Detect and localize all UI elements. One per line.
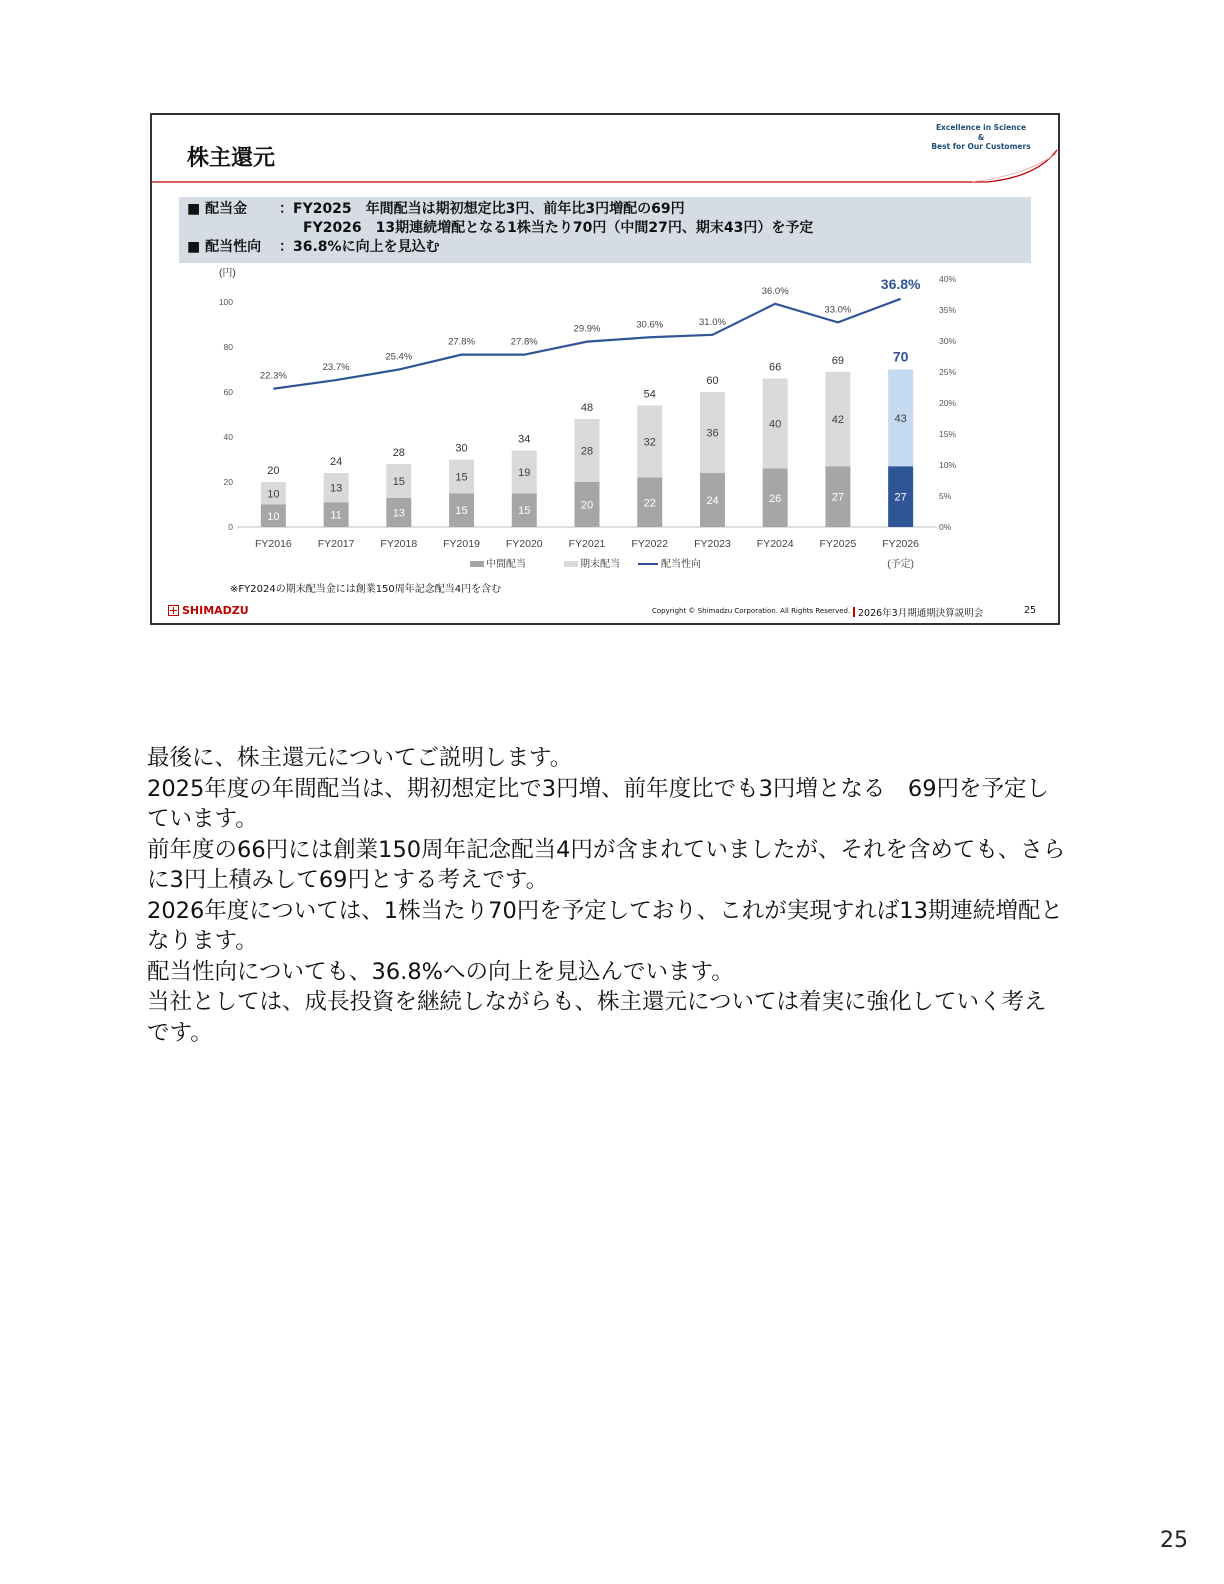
bar-total-label: 70 <box>892 348 909 365</box>
y2-tick-label: 25% <box>939 367 957 377</box>
y-tick-label: 100 <box>218 297 233 307</box>
bar-interim-label: 11 <box>330 509 342 522</box>
bar-total-label: 48 <box>580 402 594 414</box>
commentary-text <box>147 743 1067 1048</box>
y-tick-label: 20 <box>223 477 233 487</box>
y-tick-label: 60 <box>223 387 233 397</box>
y2-tick-label: 10% <box>939 460 957 470</box>
payout-ratio-label: 31.0% <box>698 316 726 328</box>
copyright-text: Copyright © Shimadzu Corporation. All Rights Reserved. <box>652 607 851 615</box>
commentary-paragraph: 2025年度の年間配当は、期初想定比で3円増、前年度比でも3円増となる 69円を予定しています。 <box>147 775 1050 832</box>
legend-label-year-end: 期末配当 <box>580 559 620 570</box>
bar-year-end-label: 36 <box>706 427 719 440</box>
y2-tick-label: 35% <box>939 305 957 315</box>
bar-interim-label: 13 <box>392 507 405 520</box>
bar-year-end-label: 10 <box>267 488 280 501</box>
company-logo <box>168 604 249 617</box>
summary-row1-label: ■ 配当金 <box>187 201 248 217</box>
logo-text: SHIMADZU <box>182 604 249 617</box>
summary-row3-text: ：36.8%に向上を見込む <box>279 239 440 255</box>
bar-interim-label: 27 <box>894 491 907 504</box>
bar-total-label: 34 <box>518 433 531 446</box>
x-tick-label: FY2023 <box>694 538 731 550</box>
y2-tick-label: 20% <box>939 398 957 408</box>
payout-ratio-label: 36.0% <box>761 285 789 297</box>
slide-number: 25 <box>1024 605 1037 616</box>
commentary-paragraph: 2026年度については、1株当たり70円を予定しており、これが実現すれば13期連続増配となります。 <box>147 897 1063 954</box>
summary-row2-text: FY2026 13期連続増配となる1株当たり70円（中間27円、期末43円）を予定 <box>303 220 814 236</box>
x-tick-label: FY2016 <box>254 538 292 550</box>
payout-ratio-label: 22.3% <box>259 370 287 382</box>
tagline-line2: & <box>977 132 985 142</box>
summary-row-fy2026 <box>303 219 813 238</box>
legend-swatch-year-end <box>564 561 578 567</box>
page-number: 25 <box>1160 1528 1188 1553</box>
x-tick-label: FY2024 <box>756 538 794 550</box>
bar-interim-label: 24 <box>706 495 719 507</box>
x-tick-label: FY2020 <box>505 538 543 550</box>
bar-total-label: 60 <box>706 375 719 387</box>
bar-year-end-label: 15 <box>455 471 468 484</box>
footer-divider <box>853 607 855 617</box>
bar-total-label: 28 <box>392 447 405 459</box>
bar-total-label: 30 <box>455 442 468 455</box>
payout-ratio-label: 36.8% <box>880 275 921 292</box>
bar-total-label: 54 <box>643 388 656 401</box>
summary-box <box>179 197 1031 263</box>
x-tick-label: FY2018 <box>380 538 418 550</box>
y-axis-unit: (円) <box>219 268 236 279</box>
presentation-slide <box>150 113 1060 625</box>
tagline-line3: Best for Our Customers <box>931 142 1031 151</box>
y2-tick-label: 0% <box>939 522 952 532</box>
x-tick-label: FY2025 <box>819 538 857 550</box>
bar-interim-label: 15 <box>455 505 468 518</box>
y-tick-label: 0 <box>228 522 233 532</box>
legend-label-payout: 配当性向 <box>661 559 701 570</box>
bar-year-end-label: 43 <box>894 412 907 425</box>
bar-interim-label: 26 <box>769 492 782 505</box>
x-tick-label: FY2019 <box>443 538 480 550</box>
y-tick-label: 80 <box>223 342 233 352</box>
y-tick-label: 40 <box>223 432 233 442</box>
bar-year-end-label: 28 <box>580 445 594 458</box>
bar-total-label: 66 <box>769 361 782 374</box>
bar-year-end-label: 40 <box>769 418 782 431</box>
bar-year-end-label: 32 <box>643 436 656 449</box>
bar-interim-label: 20 <box>580 499 594 512</box>
y2-tick-label: 15% <box>939 429 957 439</box>
summary-row-dividend <box>187 200 685 219</box>
bar-total-label: 24 <box>329 456 343 468</box>
x-tick-label: FY2026 <box>882 538 920 550</box>
bar-interim-label: 27 <box>831 491 845 504</box>
y2-tick-label: 30% <box>939 336 957 346</box>
payout-ratio-label: 27.8% <box>448 336 476 348</box>
payout-ratio-label: 25.4% <box>385 351 413 363</box>
event-name: 2026年3月期通期決算説明会 <box>858 608 984 619</box>
legend-label-interim: 中間配当 <box>486 559 526 570</box>
payout-ratio-label: 27.8% <box>510 336 538 348</box>
bar-interim-label: 15 <box>518 505 531 518</box>
bar-total-label: 69 <box>831 354 845 367</box>
commentary-paragraph: 前年度の66円には創業150周年記念配当4円が含まれていましたが、それを含めても、さらに3円上積みして69円とする考えです。 <box>147 836 1066 893</box>
y2-tick-label: 40% <box>939 274 957 284</box>
payout-ratio-label: 23.7% <box>322 362 350 374</box>
bar-year-end-label: 13 <box>329 482 343 495</box>
bar-year-end-label: 42 <box>831 414 845 426</box>
x-tick-sub-label: (予定) <box>887 559 914 570</box>
slide-title: 株主還元 <box>187 146 276 171</box>
dividend-chart <box>152 263 1060 578</box>
commentary-paragraph: 配当性向についても、36.8%への向上を見込んでいます。 <box>147 958 734 985</box>
summary-row-payout <box>187 238 440 257</box>
bar-year-end-label: 19 <box>518 466 531 479</box>
bar-interim-label: 22 <box>643 497 656 510</box>
summary-row3-label: ■ 配当性向 <box>187 239 262 255</box>
tagline-line1: Excellence in Science <box>935 123 1027 132</box>
x-tick-label: FY2022 <box>631 538 669 550</box>
legend-swatch-interim <box>470 561 484 567</box>
payout-ratio-label: 30.6% <box>636 319 664 331</box>
payout-ratio-line <box>273 299 900 389</box>
commentary-paragraph: 最後に、株主還元についてご説明します。 <box>147 745 573 771</box>
bar-year-end-label: 15 <box>392 475 405 488</box>
x-tick-label: FY2017 <box>317 538 355 550</box>
bar-interim-label: 10 <box>267 510 280 523</box>
tagline <box>926 123 1036 152</box>
bar-total-label: 20 <box>267 465 280 477</box>
x-tick-label: FY2021 <box>568 538 606 550</box>
title-underline-decoration <box>152 115 1060 195</box>
summary-row1-text: ：FY2025 年間配当は期初想定比3円、前年比3円増配の69円 <box>279 201 685 217</box>
payout-ratio-label: 33.0% <box>824 304 852 316</box>
commentary-paragraph: 当社としては、成長投資を継続しながらも、株主還元については着実に強化していく考えです。 <box>147 989 1047 1046</box>
payout-ratio-label: 29.9% <box>573 323 601 335</box>
chart-footnote: ※FY2024の期末配当金には創業150周年記念配当4円を含む <box>230 584 502 595</box>
logo-mark-icon <box>168 605 179 616</box>
y2-tick-label: 5% <box>939 491 952 501</box>
